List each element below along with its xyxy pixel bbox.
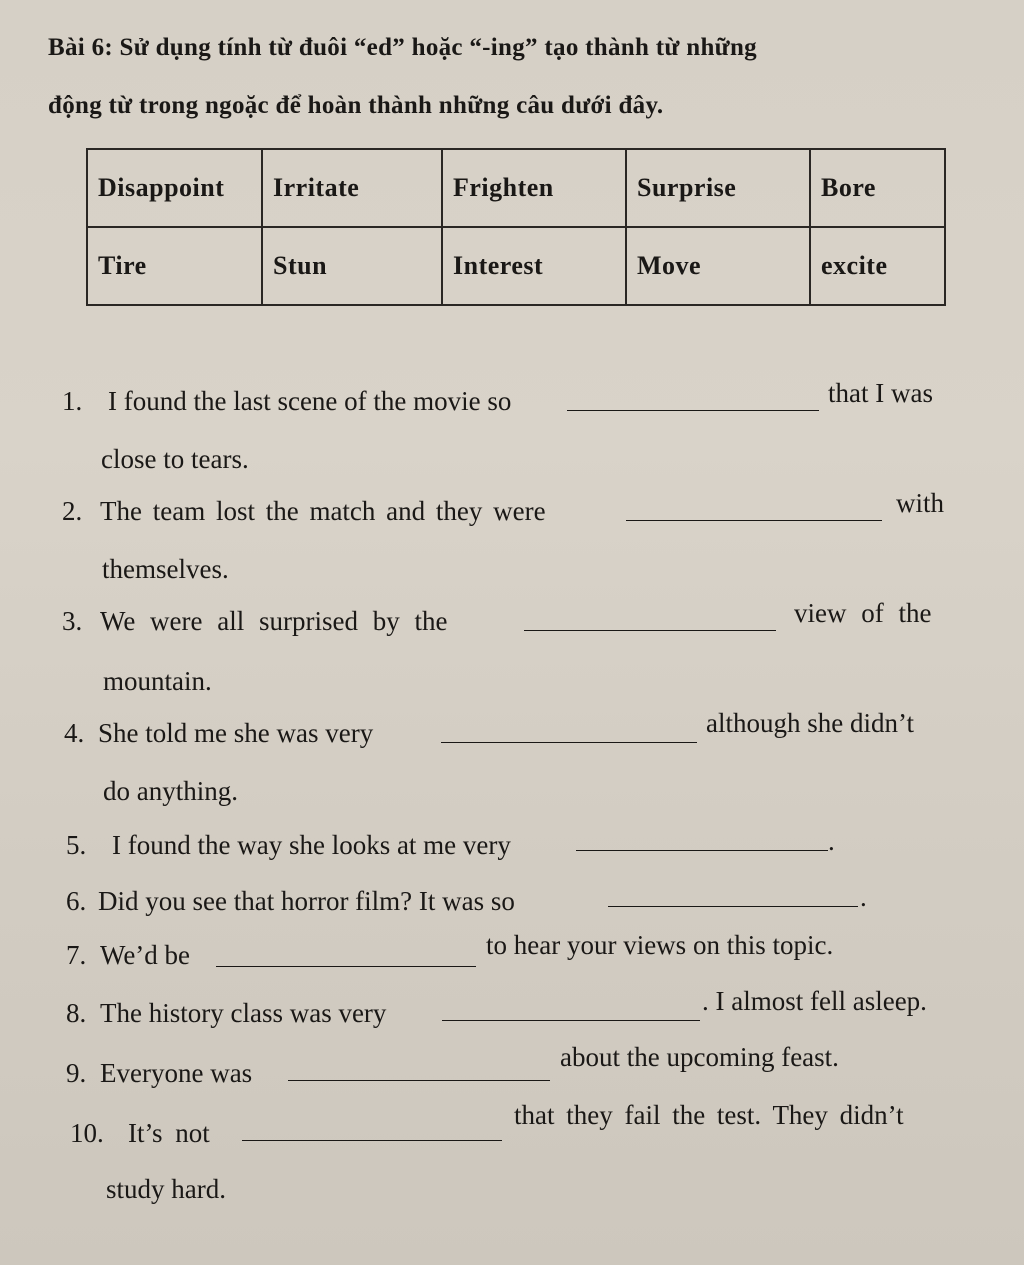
word-table: [86, 148, 946, 306]
sentence-number: 10.: [70, 1118, 104, 1148]
sentence-8: [66, 998, 386, 1029]
sentence-number: 8.: [66, 998, 87, 1028]
sentence-after-text: to hear your views on this topic.: [486, 930, 834, 960]
sentence-continuation: close to tears.: [101, 444, 249, 474]
sentence-text: Everyone was: [100, 1058, 253, 1088]
sentence-after-text: with: [896, 488, 945, 518]
answer-blank-1[interactable]: [567, 386, 819, 411]
sentence-after-text: that I was: [828, 378, 933, 408]
answer-blank-5[interactable]: [576, 826, 828, 851]
sentence-text: We were all surprised by the: [100, 606, 448, 636]
sentence-after-text: . I almost fell asleep.: [702, 986, 927, 1016]
answer-blank-2[interactable]: [626, 496, 882, 521]
answer-blank-6[interactable]: [608, 882, 858, 907]
word-table-row: [87, 149, 945, 227]
sentence-text: I found the way she looks at me very: [112, 830, 511, 860]
sentence-after-text: view of the: [794, 598, 932, 628]
sentence-text: The history class was very: [100, 998, 387, 1028]
sentence-text: We’d be: [100, 940, 191, 970]
sentence-number: 1.: [62, 386, 83, 416]
sentence-text: She told me she was very: [98, 718, 374, 748]
answer-blank-8[interactable]: [442, 996, 700, 1021]
word-cell: Interest: [442, 227, 626, 305]
sentence-after-text: about the upcoming feast.: [560, 1042, 839, 1072]
sentence-continuation: themselves.: [102, 554, 229, 584]
answer-blank-9[interactable]: [288, 1056, 550, 1081]
word-cell: Disappoint: [87, 149, 262, 227]
sentence-2: [62, 496, 546, 527]
exercise-heading-line-2: động từ trong ngoặc để hoàn thành những câu dưới đây.: [48, 92, 664, 119]
word-cell: excite: [810, 227, 945, 305]
sentence-number: 2.: [62, 496, 83, 526]
sentence-continuation: study hard.: [106, 1174, 226, 1204]
word-cell: Irritate: [262, 149, 442, 227]
word-table-row: [87, 227, 945, 305]
word-cell: Surprise: [626, 149, 810, 227]
sentence-3: [62, 606, 447, 637]
sentence-after-text: that they fail the test. They didn’t: [514, 1100, 904, 1130]
sentence-text: I found the last scene of the movie so: [108, 386, 512, 416]
sentence-7: [66, 940, 190, 971]
sentence-5: [66, 830, 511, 861]
sentence-number: 7.: [66, 940, 87, 970]
word-cell: Bore: [810, 149, 945, 227]
sentence-text: Did you see that horror film? It was so: [98, 886, 515, 916]
sentence-after-text: although she didn’t: [706, 708, 914, 738]
word-cell: Tire: [87, 227, 262, 305]
answer-blank-4[interactable]: [441, 718, 697, 743]
answer-blank-7[interactable]: [216, 942, 476, 967]
word-cell: Stun: [262, 227, 442, 305]
answer-blank-3[interactable]: [524, 606, 776, 631]
sentence-number: 3.: [62, 606, 83, 636]
sentence-number: 9.: [66, 1058, 87, 1088]
sentence-number: 4.: [64, 718, 85, 748]
sentence-continuation: do anything.: [103, 776, 238, 806]
sentence-text: The team lost the match and they were: [100, 496, 546, 526]
sentence-number: 5.: [66, 830, 87, 860]
sentence-after-text: .: [828, 826, 835, 856]
word-cell: Move: [626, 227, 810, 305]
sentence-1: [62, 386, 511, 417]
sentence-number: 6.: [66, 886, 87, 916]
sentence-text: It’s not: [128, 1118, 210, 1148]
exercise-heading-line-1: Bài 6: Sử dụng tính từ đuôi “ed” hoặc “-ing” tạo thành từ những: [48, 34, 757, 61]
sentence-6: [66, 886, 515, 917]
sentence-10: [70, 1118, 210, 1149]
sentence-continuation: mountain.: [103, 666, 212, 696]
sentence-after-text: .: [860, 882, 867, 912]
answer-blank-10[interactable]: [242, 1116, 502, 1141]
word-cell: Frighten: [442, 149, 626, 227]
sentence-9: [66, 1058, 252, 1089]
sentence-4: [64, 718, 373, 749]
